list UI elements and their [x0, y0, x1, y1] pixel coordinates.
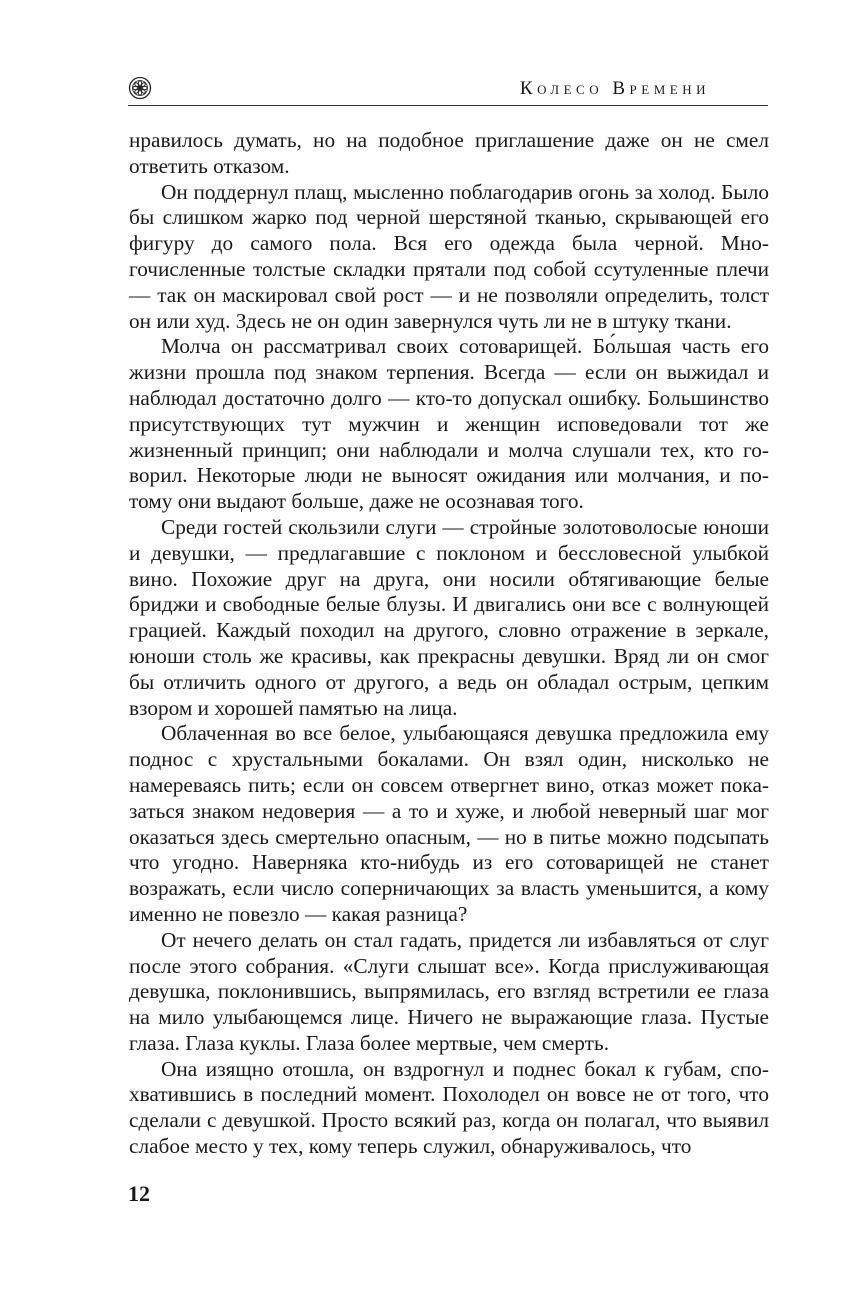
header-title: Колесо Времени — [519, 78, 710, 99]
paragraph: Молча он рассматривал своих сотоварищей. Бо́льшая часть его жизни прошла под знаком терпения. Всегда — если он выжидал и наблюдал достаточно долго — кто-то допускал ошибку. Большинство присутствующих тут мужчин и женщин исповедовали тот же жизненный принцип; они наблюдали и молча слушали тех, кто говорил. Некоторые люди не выносят ожидания или молчания, и потому они выдают больше, даже не осознавая того. — [129, 334, 769, 514]
page-number: 12 — [128, 1181, 150, 1206]
paragraph: нравилось думать, но на подобное приглашение даже он не смел ответить отказом. — [129, 128, 769, 178]
paragraph: Среди гостей скользили слуги — стройные золотоволосые юноши и девушки, — предлагавшие с поклоном и бессловесной улыбкой вино. Похожие друг на друга, они носили обтягивающие белые бриджи и свободные белые блузы. И двигались они все с волнующей грацией. Каждый походил на другого, словно отражение в зеркале, юноши столь же красивы, как прекрасны девушки. Вряд ли он смог бы отличить одного от другого, а ведь он обладал острым, цепким взором и хорошей памятью на лица. — [129, 514, 769, 720]
paragraph: Она изящно отошла, он вздрогнул и поднес бокал к губам, спохватившись в последний момент. Похолодел он вовсе не от того, что сделали с девушкой. Просто всякий раз, когда он полагал, что выявил слабое место у тех, кому теперь служил, обнаруживалось, что — [129, 1056, 769, 1159]
running-header — [128, 72, 768, 106]
body-text — [129, 128, 769, 1160]
paragraph: Облаченная во все белое, улыбающаяся девушка предложила ему поднос с хрустальными бокалами. Он взял один, нисколько не намереваясь пить; если он совсем отвергнет вино, отказ может показаться знаком недоверия — а то и хуже, и любой неверный шаг мог оказаться здесь смертельно опасным, — но в питье можно подсыпать что угодно. Наверняка кто-нибудь из его сотоварищей не станет возражать, если число соперничающих за власть уменьшится, а кому именно не повезло — какая разница? — [129, 721, 769, 926]
header-rule — [128, 105, 768, 106]
paragraph: Он поддернул плащ, мысленно поблагодарив огонь за холод. Было бы слишком жарко под черной шерстяной тканью, скрывающей его фигуру до самого пола. Вся его одежда была черной. Многочисленные толстые складки прятали под собой ссутуленные плечи — так он маскировал свой рост — и не позволяли определить, толст он или худ. Здесь не он один завернулся чуть ли не в штуку ткани. — [129, 179, 769, 333]
paragraph: От нечего делать он стал гадать, придется ли избавляться от слуг после этого собрания. «Слуги слышат все». Когда прислуживающая девушка, поклонившись, выпрямилась, его взгляд встретили ее глаза на мило улыбающемся лице. Ничего не выражающие глаза. Пустые глаза. Глаза куклы. Глаза более мертвые, чем смерть. — [129, 927, 769, 1055]
wheel-emblem-icon — [128, 76, 152, 100]
